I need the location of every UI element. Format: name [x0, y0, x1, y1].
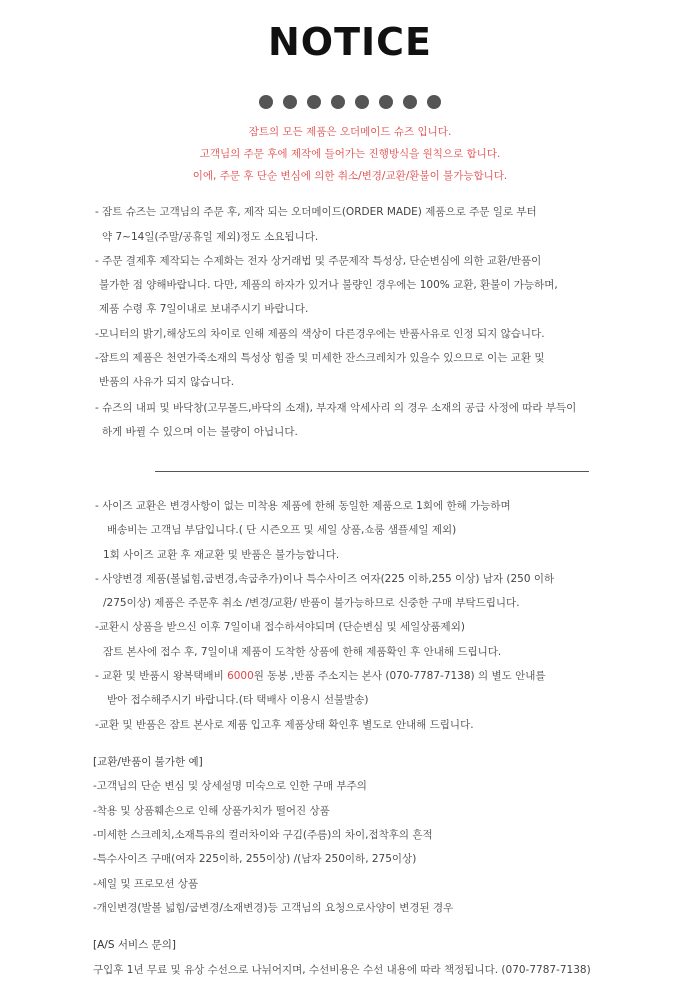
section-divider [155, 471, 589, 472]
notice-line: 고객님의 주문 후에 제작에 들어가는 진행방식을 원칙으로 합니다. [199, 148, 501, 160]
policy-line: - 주문 결제후 제작되는 수제화는 전자 상거래법 및 주문제작 특성상, 단순변심에 의한 교환/반품이 [95, 255, 542, 267]
exchange-line: - 사이즈 교환은 변경사항이 없는 미착용 제품에 한해 동일한 제품으로 1회에 한해 가능하며 [95, 500, 511, 512]
page-title: NOTICE [267, 20, 432, 64]
policy-line: 약 7~14일(주말/공휴일 제외)정도 소요됩니다. [102, 231, 319, 243]
shipping-text: - 교환 및 반품시 왕복택배비 [95, 670, 228, 682]
dot-icon [427, 95, 441, 109]
dot-icon [331, 95, 345, 109]
list-item: -미세한 스크레치,소재특유의 컬러차이와 구김(주름)의 차이,접착후의 흔적 [93, 829, 433, 841]
list-item: -착용 및 상품훼손으로 인해 상품가치가 떨어진 상품 [93, 805, 330, 817]
list-item: -세일 및 프로모션 상품 [93, 878, 199, 890]
dot-icon [403, 95, 417, 109]
section-header: [A/S 서비스 문의] [93, 939, 176, 951]
dot-icon [259, 95, 273, 109]
shipping-text: 원 동봉 ,반품 주소지는 본사 (070-7787-7138) 의 별도 안내를 [253, 670, 546, 682]
order-made-notice [0, 121, 700, 187]
policy-line: -모니터의 밝기,해상도의 차이로 인해 제품의 색상이 다른경우에는 반품사유로 인정 되지 않습니다. [95, 328, 545, 340]
exchange-line: /275이상) 제품은 주문후 취소 /변경/교환/ 반품이 불가능하므로 신중한 구매 부탁드립니다. [103, 597, 520, 609]
exchange-line: -교환 및 반품은 잠트 본사로 제품 입고후 제품상태 확인후 별도로 안내해 드립니다. [95, 719, 474, 731]
section-header: [교환/반품이 불가한 예] [93, 756, 203, 768]
policy-line: 반품의 사유가 되지 않습니다. [99, 376, 235, 388]
dot-icon [283, 95, 297, 109]
policy-line: 불가한 점 양해바랍니다. 다만, 제품의 하자가 있거나 불량인 경우에는 100% 교환, 환불이 가능하며, [99, 279, 558, 291]
exchange-line: 잠트 본사에 접수 후, 7일이내 제품이 도착한 상품에 한해 제품확인 후 안내해 드립니다. [103, 646, 502, 658]
list-item: -고객님의 단순 변심 및 상세설명 미숙으로 인한 구매 부주의 [93, 780, 367, 792]
shipping-line: 받아 접수해주시기 바랍니다.(타 택배사 이용시 선불발송) [107, 694, 369, 706]
policy-line: 하게 바뀔 수 있으며 이는 불량이 아닙니다. [102, 426, 298, 438]
exchange-line: 1회 사이즈 교환 후 재교환 및 반품은 불가능합니다. [103, 549, 340, 561]
policy-line: - 잠트 슈즈는 고객님의 주문 후, 제작 되는 오더메이드(ORDER MADE) 제품으로 주문 일로 부터 [95, 206, 537, 218]
exchange-line: - 사양변경 제품(볼넓힘,굽변경,속굽추가)이나 특수사이즈 여자(225 이하,255 이상) 남자 (250 이하 [95, 573, 555, 585]
list-item: -개인변경(발볼 넓힘/굽변경/소재변경)등 고객님의 요청으로사양이 변경된 경우 [93, 902, 454, 914]
list-item: -특수사이즈 구매(여자 225이하, 255이상) /(남자 250이하, 275이상) [93, 853, 417, 865]
shipping-line [95, 664, 546, 688]
as-service-text: 구입후 1년 무료 및 유상 수선으로 나뉘어지며, 수선비용은 수선 내용에 따라 책정됩니다. (070-7787-7138) [93, 964, 591, 976]
dot-icon [379, 95, 393, 109]
exchange-line: -교환시 상품을 받으신 이후 7일이내 접수하셔야되며 (단순변심 및 세일상품제외) [95, 621, 465, 633]
exchange-line: 배송비는 고객님 부담입니다.( 단 시즌오프 및 세일 상품,쇼룸 샘플세일 제외) [107, 524, 457, 536]
notice-line: 잠트의 모든 제품은 오더메이드 슈즈 입니다. [248, 126, 452, 138]
shipping-fee: 6000 [227, 670, 254, 682]
dot-icon [307, 95, 321, 109]
dot-divider [0, 95, 700, 109]
dot-icon [355, 95, 369, 109]
policy-line: - 슈즈의 내피 및 바닥창(고무몰드,바닥의 소재), 부자재 악세사리 의 경우 소재의 공급 사정에 따라 부득이 [95, 402, 577, 414]
policy-line: 제품 수령 후 7일이내로 보내주시기 바랍니다. [99, 303, 309, 315]
policy-line: -잠트의 제품은 천연가죽소재의 특성상 힘줄 및 미세한 잔스크레치가 있을수 있으므로 이는 교환 및 [95, 352, 545, 364]
notice-line: 이에, 주문 후 단순 변심에 의한 취소/변경/교환/환불이 불가능합니다. [192, 170, 508, 182]
